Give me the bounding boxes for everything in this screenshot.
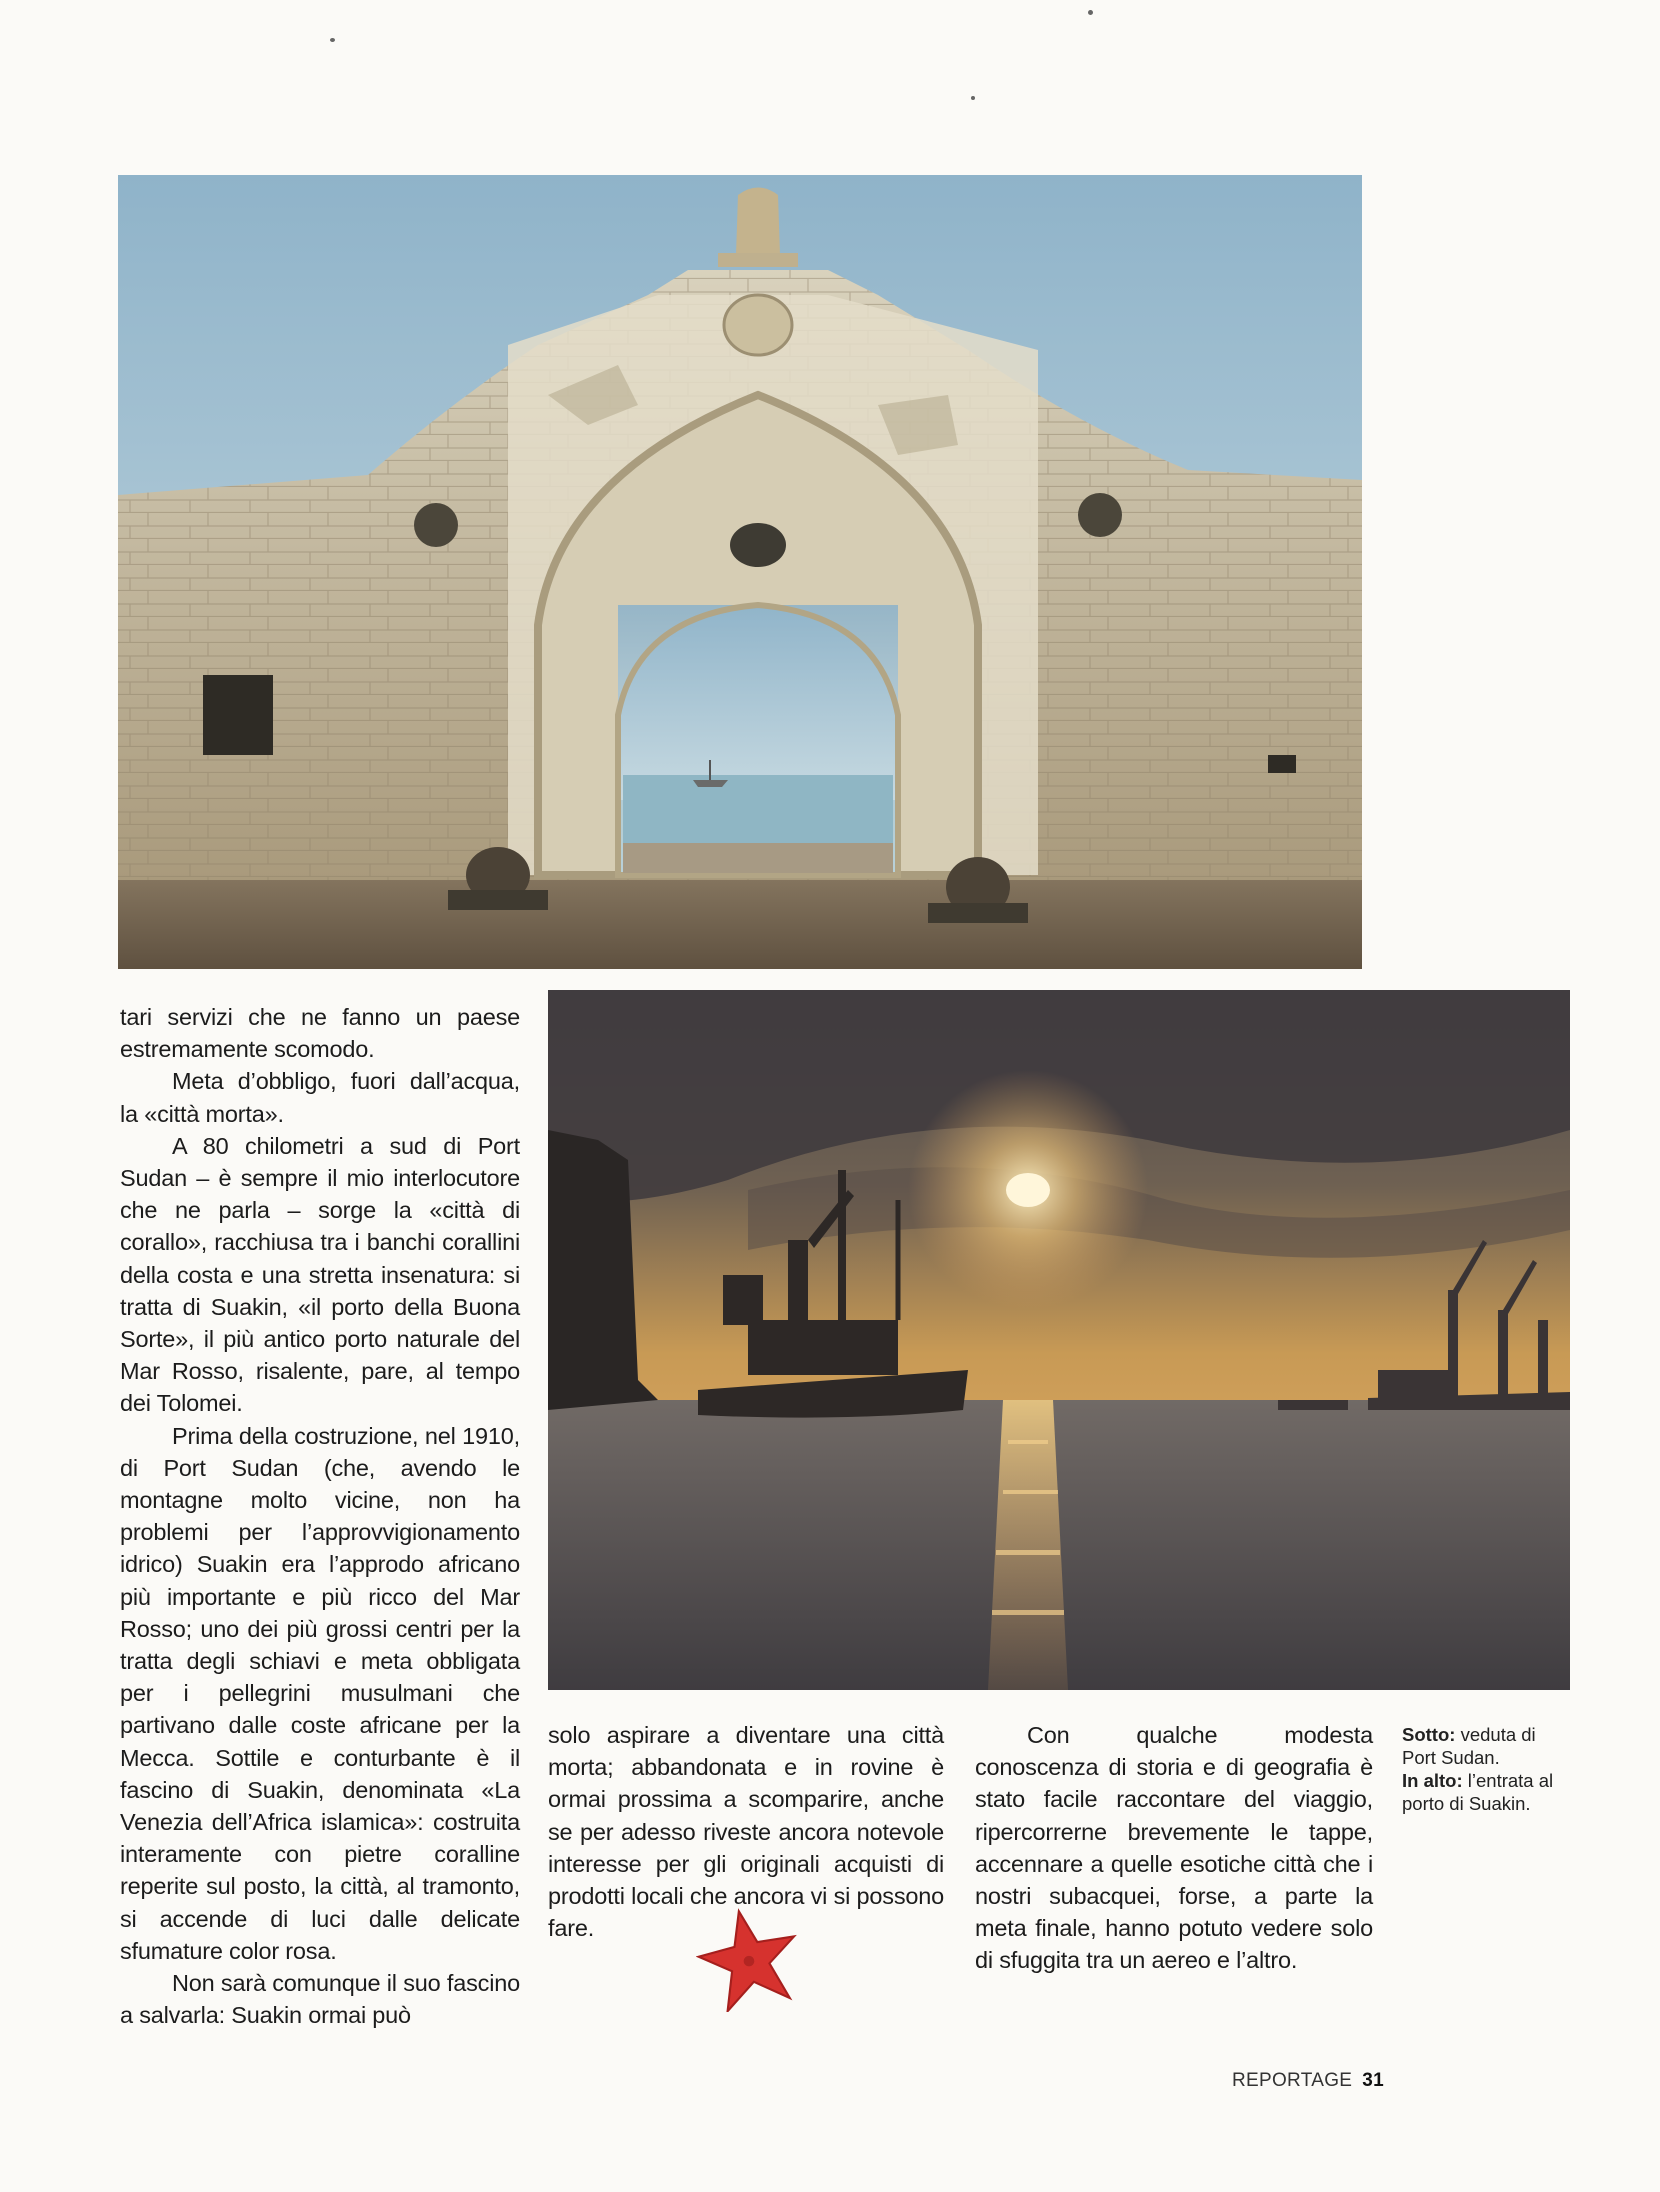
- col1-paragraph-1: tari servizi che ne fanno un paese estremamente scomodo.: [120, 1004, 520, 1063]
- article-column-3: [975, 1719, 1373, 1977]
- scan-speck: [1088, 10, 1093, 15]
- scan-speck: [330, 38, 335, 42]
- col2-paragraph-1: solo aspirare a diventare una città morta; abbandonata e in rovine è ormai prossima a scomparire, anche se per adesso riveste ancora notevole interesse per gli originali acquisti di prodotti locali che ancora vi si possono fare.: [548, 1722, 944, 1942]
- col1-paragraph-4: Prima della costruzione, nel 1910, di Port Sudan (che, avendo le montagne molto vicine, non ha problemi per l’approvvigionamento idrico) Suakin era l’approdo africano più importante e più ricco del Mar Rosso; uno dei più grossi centri per la tratta degli schiavi e meta obbligata per i pellegrini musulmani che partivano dalle coste africane per la Mecca. Sottile e conturbante è il fascino di Suakin, denominata «La Venezia dell’Africa islamica»: costruita interamente con pietre coralline reperite sul posto, la città, al tramonto, si accende di luci dalle delicate sfumature color rosa.: [120, 1422, 520, 1964]
- caption-above-text: l’entrata al porto di Suakin.: [1402, 1770, 1554, 1814]
- col1-paragraph-3: A 80 chilometri a sud di Port Sudan – è sempre il mio interlocutore che ne parla – sorge la «città di corallo», racchiusa tra i banchi corallini della costa e una stretta insenatura: si tratta di Suakin, «il porto della Buona Sorte», il più antico porto naturale del Mar Rosso, risalente, pare, al tempo dei Tolomei.: [120, 1132, 520, 1417]
- caption-below-label: Sotto:: [1402, 1724, 1456, 1745]
- caption-above-label: In alto:: [1402, 1770, 1463, 1791]
- footer-section: REPORTAGE: [1232, 2070, 1353, 2091]
- starfish-icon: [696, 1906, 802, 2012]
- suakin-gate-illustration: [118, 175, 1362, 969]
- photo-port-sudan-sunset: [548, 990, 1570, 1690]
- page-number: 31: [1362, 2070, 1384, 2091]
- port-sudan-sunset-illustration: [548, 990, 1570, 1690]
- col1-paragraph-2: Meta d’obbligo, fuori dall’acqua, la «città morta».: [120, 1068, 520, 1127]
- page-footer: [1232, 2070, 1384, 2092]
- article-column-1: [120, 1001, 520, 2032]
- photo-caption: [1402, 1723, 1572, 1815]
- col3-paragraph-1: Con qualche modesta conoscenza di storia e di geografia è stato facile raccontare del viaggio, ripercorrerne brevemente le tappe, accennare a quelle esotiche città che i nostri subacquei, forse, a parte la meta finale, hanno potuto vedere solo di sfuggita tra un aereo e l’altro.: [975, 1722, 1373, 1974]
- col1-paragraph-5: Non sarà comunque il suo fascino a salvarla: Suakin ormai può: [120, 1970, 520, 2029]
- scan-speck: [971, 96, 975, 100]
- caption-below-text: veduta di Port Sudan.: [1402, 1724, 1536, 1768]
- photo-suakin-gate: [118, 175, 1362, 969]
